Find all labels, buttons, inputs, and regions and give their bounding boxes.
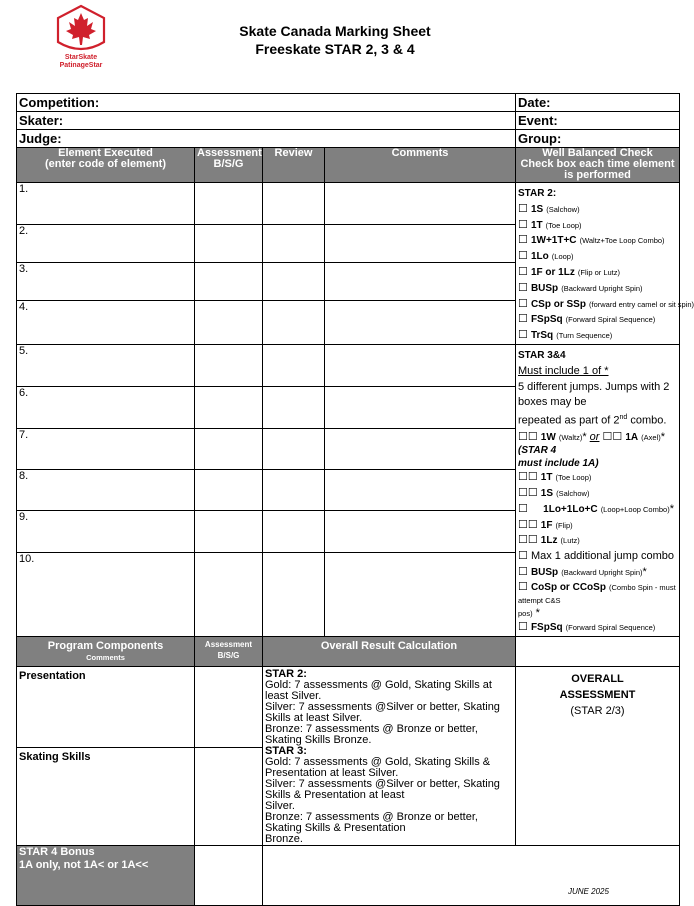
star34-item[interactable]: ☐ BUSp (Backward Upright Spin)* xyxy=(518,566,647,578)
comments-cell[interactable] xyxy=(325,387,516,428)
element-number-4[interactable]: 4. xyxy=(17,300,195,344)
event-field[interactable]: Event: xyxy=(516,112,680,130)
star34-item[interactable]: ☐☐ 1T (Toe Loop) xyxy=(518,471,592,484)
element-number-6[interactable]: 6. xyxy=(17,387,195,428)
competition-field[interactable]: Competition: xyxy=(17,94,516,112)
review-cell[interactable] xyxy=(263,511,325,552)
marking-sheet-table xyxy=(16,93,694,906)
star4-bonus-label: STAR 4 Bonus 1A only, not 1A< or 1A<< xyxy=(17,845,195,905)
star2-item[interactable]: ☐ 1S (Salchow) xyxy=(518,202,580,215)
comments-cell[interactable] xyxy=(325,511,516,552)
review-cell[interactable] xyxy=(263,387,325,428)
program-components-title: Program Components Comments xyxy=(17,636,195,666)
star2-item[interactable]: ☐ 1T (Toe Loop) xyxy=(518,218,582,231)
assessment-cell[interactable] xyxy=(195,428,263,469)
star34-item[interactable]: ☐ 1Lo+1Lo+C (Loop+Loop Combo)* xyxy=(518,502,674,515)
comments-cell[interactable] xyxy=(325,183,516,225)
star34-item[interactable]: ☐☐ 1F (Flip) xyxy=(518,518,573,531)
col-assessment-sub: B/S/G xyxy=(213,158,244,170)
col-assessment xyxy=(195,148,263,183)
bonus-row xyxy=(17,845,680,905)
col-review: Review xyxy=(263,148,325,183)
star2-item[interactable]: ☐ 1F or 1Lz (Flip or Lutz) xyxy=(518,265,620,278)
presentation-row xyxy=(17,666,680,747)
col-element-executed xyxy=(17,148,195,183)
overall-result-title: Overall Result Calculation xyxy=(263,636,516,666)
review-cell[interactable] xyxy=(263,263,325,300)
element-number-8[interactable]: 8. xyxy=(17,470,195,511)
comments-cell[interactable] xyxy=(325,552,516,636)
element-row xyxy=(17,344,680,386)
program-components-header xyxy=(17,636,680,666)
assessment-cell[interactable] xyxy=(195,183,263,225)
skater-field[interactable]: Skater: xyxy=(17,112,516,130)
overall-assessment[interactable]: OVERALL ASSESSMENT (STAR 2/3) xyxy=(516,666,680,845)
skate-canada-logo xyxy=(50,4,112,74)
footer-date: JUNE 2025 xyxy=(568,887,609,896)
assessment-cell[interactable] xyxy=(195,470,263,511)
presentation-label: Presentation xyxy=(17,666,195,747)
bonus-blank[interactable] xyxy=(263,845,680,905)
assessment-cell[interactable] xyxy=(195,511,263,552)
star2-item[interactable]: ☐ TrSq (Turn Sequence) xyxy=(518,329,613,342)
star2-item[interactable]: ☐ 1Lo (Loop) xyxy=(518,250,574,263)
blank-header-cell xyxy=(516,636,680,666)
element-number-10[interactable]: 10. xyxy=(17,552,195,636)
star34-waltz-axel[interactable]: ☐☐ 1W (Waltz)* or ☐☐ 1A (Axel)* (STAR 4 must include 1A) xyxy=(518,431,666,470)
assessment-cell[interactable] xyxy=(195,552,263,636)
skating-skills-assessment[interactable] xyxy=(195,747,263,845)
col-assessment-label: Assessment xyxy=(197,147,262,159)
star34-item[interactable]: ☐ CoSp or CCoSp (Combo Spin - must attempt C&S pos) * xyxy=(518,580,676,619)
col-wbc-label: Well Balanced Check xyxy=(542,147,653,159)
group-field[interactable]: Group: xyxy=(516,130,680,148)
col-wbc xyxy=(516,148,680,183)
assessment-cell[interactable] xyxy=(195,225,263,263)
col-element-sub: (enter code of element) xyxy=(44,158,167,170)
comments-cell[interactable] xyxy=(325,263,516,300)
assessment-cell[interactable] xyxy=(195,263,263,300)
comments-cell[interactable] xyxy=(325,344,516,386)
star34-item[interactable]: ☐ FSpSq (Forward Spiral Sequence) xyxy=(518,620,656,633)
element-number-1[interactable]: 1. xyxy=(17,183,195,225)
star34-must: Must include 1 of * xyxy=(518,364,609,377)
comments-cell[interactable] xyxy=(325,225,516,263)
star34-item[interactable]: ☐ Max 1 additional jump combo xyxy=(518,550,675,563)
review-cell[interactable] xyxy=(263,344,325,386)
col-element-label: Element Executed xyxy=(58,147,153,159)
star34-item[interactable]: ☐☐ 1Lz (Lutz) xyxy=(518,534,580,547)
star34-well-balanced xyxy=(516,344,680,636)
star2-item[interactable]: ☐ BUSp (Backward Upright Spin) xyxy=(518,281,643,294)
presentation-assessment[interactable] xyxy=(195,666,263,747)
col-wbc-sub: Check box each time element is performed xyxy=(520,158,675,181)
element-number-9[interactable]: 9. xyxy=(17,511,195,552)
maple-leaf-icon xyxy=(54,4,108,54)
skating-skills-label: Skating Skills xyxy=(17,747,195,845)
element-row xyxy=(17,183,680,225)
star34-item[interactable]: ☐☐ 1S (Salchow) xyxy=(518,487,590,500)
title-line-1: Skate Canada Marking Sheet xyxy=(239,23,431,39)
column-headers xyxy=(17,148,680,183)
star2-item[interactable]: ☐ 1W+1T+C (Waltz+Toe Loop Combo) xyxy=(518,234,665,247)
star2-item[interactable]: ☐ CSp or SSp (forward entry camel or sit spin) xyxy=(518,297,694,310)
result-calculation: STAR 2: Gold: 7 assessments @ Gold, Skating Skills at least Silver. Silver: 7 assessments @Silver or better, Skating Skills at least Silver. Bronze: 7 assessments @ Bronze or better, Skating Skills Bronze. STAR 3: Gold: 7 assessments @ Gold, Skating Skills & Presentation at least Silver. Silver: 7 assessments @Silver or better, Skating Skills & Presentation at least Silver. Bronze: 7 assessments @ Bronze or better, Skating Skills & Presentation Bronze. xyxy=(263,666,516,845)
review-cell[interactable] xyxy=(263,552,325,636)
review-cell[interactable] xyxy=(263,183,325,225)
review-cell[interactable] xyxy=(263,470,325,511)
review-cell[interactable] xyxy=(263,428,325,469)
col-comments: Comments xyxy=(325,148,516,183)
date-field[interactable]: Date: xyxy=(516,94,680,112)
star2-well-balanced xyxy=(516,183,694,345)
review-cell[interactable] xyxy=(263,225,325,263)
review-cell[interactable] xyxy=(263,300,325,344)
logo-text-2: PatinageStar xyxy=(59,62,103,69)
comments-cell[interactable] xyxy=(325,428,516,469)
star34-note: 5 different jumps. Jumps with 2 boxes may be repeated as part of 2nd combo. xyxy=(518,380,670,427)
logo-text-1: StarSkate xyxy=(64,54,98,61)
element-number-3[interactable]: 3. xyxy=(17,263,195,300)
element-number-5[interactable]: 5. xyxy=(17,344,195,386)
judge-field[interactable]: Judge: xyxy=(17,130,516,148)
star2-title: STAR 2: xyxy=(518,188,557,199)
assessment-cell[interactable] xyxy=(195,344,263,386)
title-line-2: Freeskate STAR 2, 3 & 4 xyxy=(255,41,415,57)
comments-cell[interactable] xyxy=(325,470,516,511)
element-number-7[interactable]: 7. xyxy=(17,428,195,469)
assessment-cell[interactable] xyxy=(195,300,263,344)
page-title xyxy=(190,22,480,58)
element-number-2[interactable]: 2. xyxy=(17,225,195,263)
comments-cell[interactable] xyxy=(325,300,516,344)
star34-title: STAR 3&4 xyxy=(518,349,566,361)
bonus-assessment[interactable] xyxy=(195,845,263,905)
pc-assessment-header: Assessment B/S/G xyxy=(195,636,263,666)
star2-item[interactable]: ☐ FSpSq (Forward Spiral Sequence) xyxy=(518,313,656,326)
assessment-cell[interactable] xyxy=(195,387,263,428)
